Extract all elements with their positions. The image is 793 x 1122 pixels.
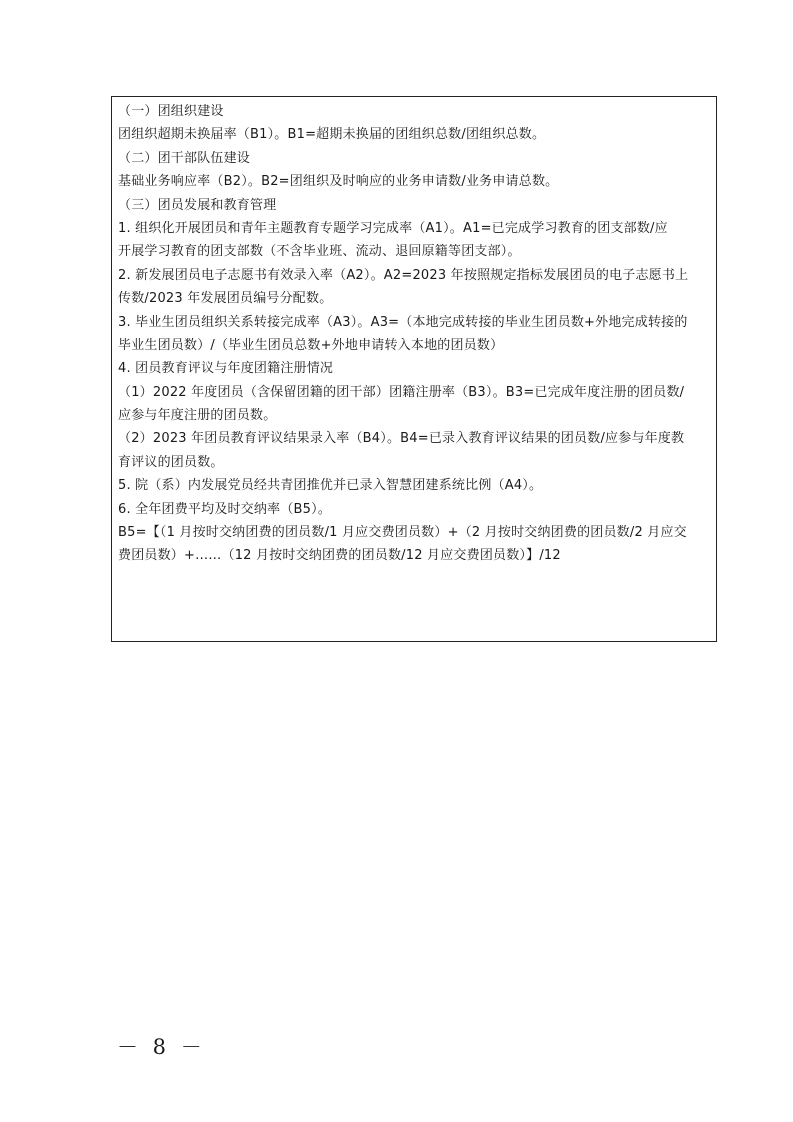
section-heading-member-management: （三）团员发展和教育管理 — [118, 197, 277, 213]
paragraph-line: 6. 全年团费平均及时交纳率（B5）。 — [118, 501, 332, 517]
paragraph-line: 传数/2023 年发展团员编号分配数。 — [118, 291, 333, 307]
section-heading-org-building: （一）团组织建设 — [118, 104, 224, 119]
paragraph-line: 2. 新发展团员电子志愿书有效录入率（A2）。A2=2023 年按照规定指标发展团员的电子志愿书上 — [118, 267, 689, 283]
paragraph-line: 毕业生团员数）/（毕业生团员总数+外地申请转入本地的团员数） — [118, 337, 504, 353]
paragraph-line: 开展学习教育的团支部数（不含毕业班、流动、退回原籍等团支部）。 — [118, 244, 521, 260]
paragraph-line: （2）2023 年团员教育评议结果录入率（B4）。B4=已录入教育评议结果的团员数/应参与年度教 — [118, 431, 685, 447]
formula-line: 费团员数）+……（12 月按时交纳团费的团员数/12 月应交费团员数）】/12 — [118, 548, 561, 564]
paragraph-line: 4. 团员教育评议与年度团籍注册情况 — [118, 361, 334, 377]
paragraph-line: 3. 毕业生团员组织关系转接完成率（A3）。A3=（本地完成转接的毕业生团员数+外地完成转接的 — [118, 314, 688, 330]
paragraph-line: 5. 院（系）内发展党员经共青团推优并已录入智慧团建系统比例（A4）。 — [118, 478, 543, 494]
document-body — [118, 100, 714, 568]
paragraph-line: 应参与年度注册的团员数。 — [118, 408, 277, 424]
paragraph-line: 基础业务响应率（B2）。B2=团组织及时响应的业务申请数/业务申请总数。 — [118, 174, 559, 190]
formula-line: B5=【（1 月按时交纳团费的团员数/1 月应交费团员数）+（2 月按时交纳团费的团员数/2 月应交 — [118, 525, 687, 541]
page-number: － 8 － — [117, 1035, 206, 1059]
paragraph-line: （1）2022 年度团员（含保留团籍的团干部）团籍注册率（B3）。B3=已完成年度注册的团员数/ — [118, 384, 685, 400]
paragraph-line: 育评议的团员数。 — [118, 454, 224, 470]
section-heading-cadre-building: （二）团干部队伍建设 — [118, 150, 251, 166]
paragraph-line: 团组织超期未换届率（B1）。B1=超期未换届的团组织总数/团组织总数。 — [118, 127, 546, 143]
paragraph-line: 1. 组织化开展团员和青年主题教育专题学习完成率（A1）。A1=已完成学习教育的团支部数/应 — [118, 220, 668, 236]
